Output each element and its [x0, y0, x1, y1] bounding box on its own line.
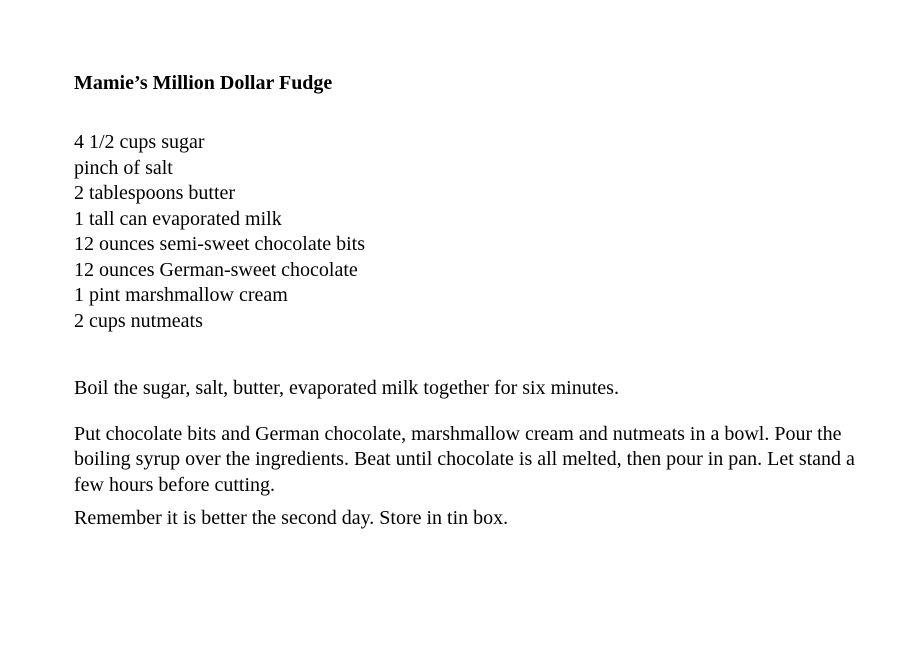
ingredient-item: 1 pint marshmallow cream: [74, 284, 288, 306]
recipe-document: [74, 70, 874, 529]
ingredient-item: 12 ounces German-sweet chocolate: [74, 258, 358, 281]
instruction-paragraph: Put chocolate bits and German chocolate, marshmallow cream and nutmeats in a bowl. Pour the boiling syrup over the ingredients. Beat until chocolate is all melted, then pour in pan. Let stand a few hours before cutting.: [74, 422, 855, 496]
instructions: [74, 376, 864, 532]
ingredient-item: 2 tablespoons butter: [74, 182, 236, 204]
ingredient-item: 12 ounces semi-sweet chocolate bits: [74, 233, 366, 255]
instruction-paragraph: Boil the sugar, salt, butter, evaporated milk together for six minutes.: [74, 377, 619, 399]
instruction-paragraph: Remember it is better the second day. Store in tin box.: [74, 507, 509, 529]
ingredient-item: 4 1/2 cups sugar: [74, 131, 205, 153]
ingredient-item: 2 cups nutmeats: [74, 309, 203, 332]
ingredient-item: pinch of salt: [74, 156, 173, 179]
ingredient-item: 1 tall can evaporated milk: [74, 207, 282, 230]
ingredient-list: [74, 130, 365, 334]
recipe-title: Mamie’s Million Dollar Fudge: [74, 72, 333, 94]
